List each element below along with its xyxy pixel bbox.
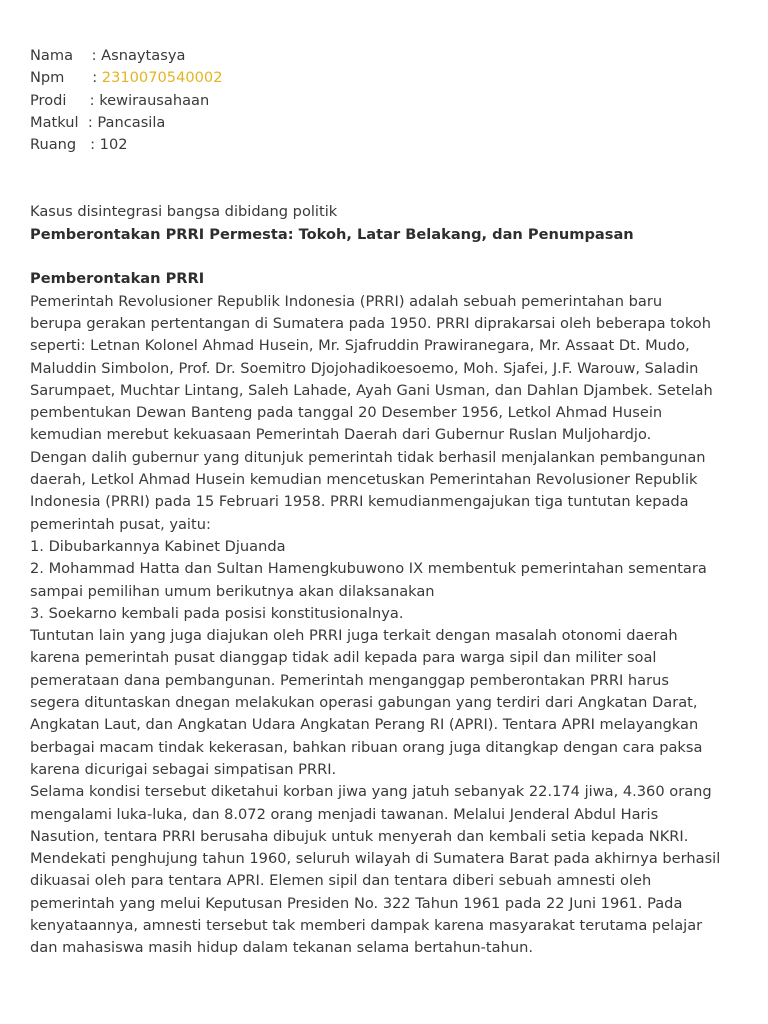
body-line: Angkatan Laut, dan Angkatan Udara Angkatan Perang RI (APRI). Tentara APRI melayangkan — [30, 716, 699, 734]
body-line: Pemerintah Revolusioner Republik Indonesia (PRRI) adalah sebuah pemerintahan baru — [30, 292, 663, 310]
topic-line: Kasus disintegrasi bangsa dibidang politik — [30, 203, 338, 221]
body-line: seperti: Letnan Kolonel Ahmad Husein, Mr. Sjafruddin Prawiranegara, Mr. Assaat Dt. Mudo, — [30, 337, 690, 355]
body-line: pemerintah pusat, yaitu: — [30, 515, 211, 533]
body-line: kemudian merebut kekuasaan Pemerintah Daerah dari Gubernur Ruslan Muljohardjo. — [30, 426, 652, 444]
body-line: Tuntutan lain yang juga diajukan oleh PRRI juga terkait dengan masalah otonomi daerah — [30, 627, 678, 645]
body-line: daerah, Letkol Ahmad Husein kemudian mencetuskan Pemerintahan Revolusioner Republik — [30, 471, 698, 489]
body-line: Mendekati penghujung tahun 1960, seluruh wilayah di Sumatera Barat pada akhirnya berhasil — [30, 850, 721, 868]
matkul-line: Matkul : Pancasila — [30, 113, 166, 131]
body-line: karena pemerintah pusat dianggap tidak adil kepada para warga sipil dan militer soal — [30, 649, 657, 667]
body-line: Nasution, tentara PRRI berusaha dibujuk untuk menyerah dan kembali setia kepada NKRI. — [30, 827, 689, 845]
list-item: 3. Soekarno kembali pada posisi konstitusionalnya. — [30, 604, 404, 622]
body-line: kenyataannya, amnesti tersebut tak memberi dampak karena masyarakat terutama pelajar — [30, 916, 703, 934]
spacer — [30, 156, 738, 201]
npm-label: Npm : — [30, 69, 102, 87]
list-item: 1. Dibubarkannya Kabinet Djuanda — [30, 537, 286, 555]
body-line: pemerataan dana pembangunan. Pemerintah menganggap pemberontakan PRRI harus — [30, 671, 669, 689]
body-line: berbagai macam tindak kekerasan, bahkan ribuan orang juga ditangkap dengan cara paksa — [30, 738, 703, 756]
npm-link[interactable]: 2310070540002 — [101, 69, 223, 87]
body-line: sampai pemilihan umum berikutnya akan dilaksanakan — [30, 582, 435, 600]
body-line: Sarumpaet, Muchtar Lintang, Saleh Lahade, Ayah Gani Usman, dan Dahlan Djambek. Setelah — [30, 381, 713, 399]
body-line: dikuasai oleh para tentara APRI. Elemen sipil dan tentara diberi sebuah amnesti oleh — [30, 872, 652, 890]
body-line: Maluddin Simbolon, Prof. Dr. Soemitro Djojohadikoesoemo, Moh. Sjafei, J.F. Warouw, Saladin — [30, 359, 699, 377]
ruang-line: Ruang : 102 — [30, 136, 128, 154]
article-title: Pemberontakan PRRI Permesta: Tokoh, Latar Belakang, dan Penumpasan — [30, 225, 634, 243]
list-item: 2. Mohammad Hatta dan Sultan Hamengkubuwono IX membentuk pemerintahan sementara — [30, 560, 707, 578]
body-line: Selama kondisi tersebut diketahui korban jiwa yang jatuh sebanyak 22.174 jiwa, 4.360 orang — [30, 783, 712, 801]
spacer — [30, 246, 738, 268]
body-line: pembentukan Dewan Banteng pada tanggal 20 Desember 1956, Letkol Ahmad Husein — [30, 404, 663, 422]
nama-line: Nama : Asnaytasya — [30, 47, 186, 64]
body-line: berupa gerakan pertentangan di Sumatera pada 1950. PRRI diprakarsai oleh beberapa tokoh — [30, 314, 711, 332]
body-text — [30, 291, 738, 960]
prodi-line: Prodi : kewirausahaan — [30, 91, 210, 109]
body-line: segera dituntaskan dnegan melakukan operasi gabungan yang terdiri dari Angkatan Darat, — [30, 694, 698, 712]
body-line: karena dicurigai sebagai simpatisan PRRI. — [30, 760, 337, 778]
section-heading: Pemberontakan PRRI — [30, 270, 205, 288]
body-line: Indonesia (PRRI) pada 15 Februari 1958. PRRI kemudianmengajukan tiga tuntutan kepada — [30, 493, 689, 511]
body-line: pemerintah yang melui Keputusan Presiden No. 322 Tahun 1961 pada 22 Juni 1961. Pada — [30, 894, 683, 912]
body-line: dan mahasiswa masih hidup dalam tekanan selama bertahun-tahun. — [30, 939, 533, 957]
body-line: Dengan dalih gubernur yang ditunjuk pemerintah tidak berhasil menjalankan pembangunan — [30, 448, 706, 466]
student-info — [30, 45, 738, 156]
npm-line — [30, 67, 738, 89]
body-line: mengalami luka-luka, dan 8.072 orang menjadi tawanan. Melalui Jenderal Abdul Haris — [30, 805, 659, 823]
